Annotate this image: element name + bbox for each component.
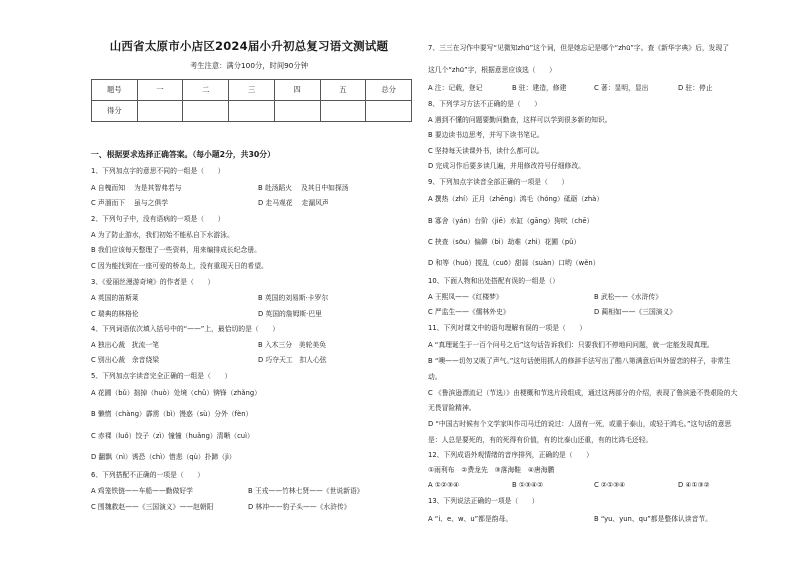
option-d: D 巧夺天工 扣人心弦 [258,356,327,364]
option-b-line2: 动。 [428,373,442,381]
option-a: A 独出心裁 扰流一笔 [91,341,159,349]
table-cell [229,101,275,122]
option-a: A 自槐而知 为是其智弗若与 [91,184,182,192]
option-c: C 赤裸（luǒ）饺子（zì）憧憧（huǎng）清晰（cuì） [91,432,254,440]
option-c: C 严监生——《儒林外史》 [428,308,510,316]
option-a: A “真理诞生于一百个问号之后”这句话告诉我们：只要我们不停地问问题，就一定能发现真理。 [428,341,714,349]
option-a: A 英国的笛斯莱 [91,294,139,302]
question-5: 5、下列加点字读音完全正确的一组是（ ） [91,372,232,380]
option-d: D 林冲——豹子头——《水浒传》 [248,503,351,511]
question-3: 3、《爱丽丝漫游奇境》的作者是（ ） [91,278,215,286]
option-d: D 驻：停止 [678,84,713,92]
option-c: C 别出心裁 余音绕梁 [91,356,160,364]
option-c: C 瑞典的林格伦 [91,310,139,318]
option-d: D 蔺相如——《三国演义》 [594,308,677,316]
question-2: 2、下列句子中，没有语病的一项是（ ） [91,215,225,223]
option-d: D 和等（huò）搅乱（cuō）甜蒜（suàn）口哟（wěn） [428,259,600,267]
page-title: 山西省太原市小店区2024届小升初总复习语文测试题 [109,39,389,53]
option-a: A 注：记载，登记 [428,84,483,92]
score-table-header-row [92,80,412,101]
table-cell [137,101,183,122]
option-d: D ④①③② [678,481,710,489]
option-a: A 撰热（zhí）正月（zhēng）鸿毛（hóng）砥砺（zhà） [428,195,604,203]
option-a: A 花圃（bǔ）拙掉（huò）处境（chǔ）锛锋（zhǎng） [91,389,261,397]
word-list: ①雨利布 ②费龙先 ③落海鞋 ④唐海鹏 [428,466,555,474]
option-c: C 著：显明，显出 [594,84,649,92]
score-table [91,79,412,122]
option-b: B “噢——切勿又吸了声气。”这句话使用抓人的修辞手法写出了酷八第满意后叫外留恋的样子，非常生 [428,357,731,365]
option-b: B 王戎——竹林七贤——《世说新语》 [248,487,364,495]
option-d: D “中国古时候有个文学家叫作司马迁的说过：人固有一死，或重于泰山，或轻于鸿毛。”这句话的意思 [428,420,732,428]
option-c: C 《鲁滨逊漂流记（节选）》由梗概和节选片段组成，通过这两部分的介绍，表现了鲁滨逊不畏艰险的大 [428,389,738,397]
question-13: 13、下列说法正确的一项是（ ） [428,497,539,505]
option-b: B 寡舍（yán）台阶（jiē）水缸（gāng）狗吠（chē） [428,217,594,225]
option-c-line2: 无畏冒险精神。 [428,404,476,412]
table-cell: 二 [183,80,229,101]
question-7: 7、三三在习作中要写“见微知zhū”这个词，但是她忘记是哪个“zhū”字。查《新华字典》后，发现了 [428,44,730,52]
option-b: B “yu、yun、qu”都是整体认读音节。 [594,515,712,523]
section-heading: 一、根据要求选择正确答案。（每小题2分，共30分） [91,150,275,159]
option-d: D 走马观花 走漏风声 [258,199,329,207]
option-b: B 赴汤蹈火 及其日中如探汤 [258,184,349,192]
option-c: C 挟查（sōu）偏僻（bì）劫难（zhì）花圃（pǔ） [428,238,581,246]
option-b: B 要边读书边思考，并写下读书笔记。 [428,131,544,139]
option-a: A 为了防止游水，我们初始不能私自下水游泳。 [91,231,234,239]
question-9: 9、下列加点字读音全部正确的一项是（ ） [428,178,569,186]
question-4: 4、下列词语依次填入括号中的“——”上，最恰切的是（ ） [91,325,280,333]
table-cell: 题号 [92,80,138,101]
question-10: 10、下面人物和出处搭配有误的一组是（） [428,277,559,285]
table-cell [183,101,229,122]
option-a: A “i、e、w、u”都是韵母。 [428,515,513,523]
question-8: 8、下列学习方法不正确的是（ ） [428,100,542,108]
option-b: B 入木三分 美轮美奂 [258,341,326,349]
option-c: C 因为能找到在一座可爱的桥岛上，没有重现天日的希望。 [91,262,268,270]
option-a: A ①②③④ [428,481,460,489]
question-11: 11、下列对课文中的语句理解有误的一项是（ ） [428,324,587,332]
exam-notice: 考生注意：满分100分，时间90分钟 [189,61,309,70]
option-a: A 遇到不懂的问题要勤问勤查，这样可以学到很多新的知识。 [428,116,612,124]
score-table-score-row [92,101,412,122]
option-c: C 围魏救赵——《三国演义》——赵朝阳 [91,503,214,511]
option-b: B ①③④② [512,481,544,489]
table-cell [320,101,366,122]
option-b: B 我们应该每天整理了一些资料，用来编排成长纪念册。 [91,246,261,254]
table-cell: 五 [320,80,366,101]
option-b: B 驻：建造，修建 [512,84,567,92]
option-a: A 鸡笼铁链——车船——勤做好学 [91,487,193,495]
option-d: D 英国的詹姆斯·巴里 [258,310,322,318]
table-cell [274,101,320,122]
option-b: B 懒惰（chàng）霹雳（bì）馒惑（sù）分外（fèn） [91,410,253,418]
table-cell: 得分 [92,101,138,122]
question-7-line2: 这几个“zhū”字，根据意思应该选（ ） [428,66,556,74]
option-d: D 完成习作后要多读几遍，并用修改符号仔细修改。 [428,162,585,170]
option-c: C ②①③④ [594,481,626,489]
table-cell [366,101,412,122]
option-c: C 坚持每天读课外书，读什么都可以。 [428,147,544,155]
question-12: 12、下列成语外观情绪的音序排列，正确的是（ ） [428,451,593,459]
option-d: D 翻飘（nì）诱恐（chì）惜悲（qù）扑蹄（jì） [91,453,236,461]
option-b: B 英国的刘易斯·卡罗尔 [258,294,329,302]
option-b: B 武松——《水浒传》 [594,293,662,301]
question-6: 6、下列搭配不正确的一项是（ ） [91,471,205,479]
option-d-line2: 是：人总是要死的，有的死得有价值，有的比泰山还重，有的比鸿毛还轻。 [428,436,653,444]
option-a: A 王熙凤——《红楼梦》 [428,293,503,301]
table-cell: 一 [137,80,183,101]
table-cell: 四 [274,80,320,101]
question-1: 1、下列加点字的意思不同的一组是（ ） [91,167,225,175]
table-cell: 三 [229,80,275,101]
table-cell: 总分 [366,80,412,101]
option-c: C 声溜而下 虽与之俱学 [91,199,169,207]
